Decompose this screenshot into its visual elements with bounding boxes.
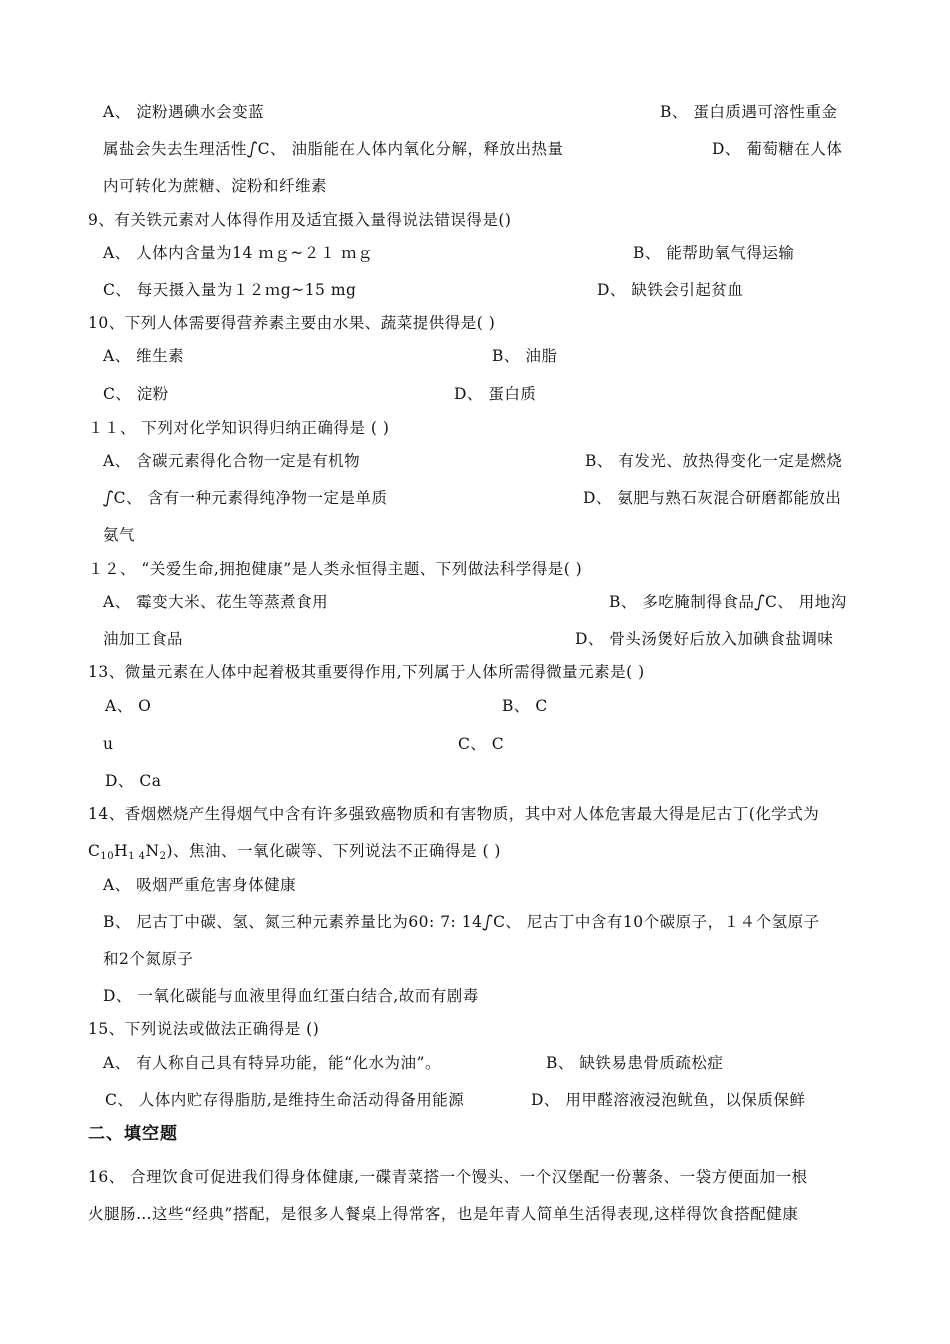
q10-option-c: C、 淀粉 [103,385,169,403]
question-13: 13、微量元素在人体中起着极其重要得作用,下列属于人体所需得微量元素是( ) [88,663,645,681]
formula-h: H [114,842,129,860]
question-11: １１、 下列对化学知识得归纳正确得是 ( ) [88,419,390,437]
q15-option-d: D、 用甲醛溶液浸泡鱿鱼，以保质保鲜 [531,1091,806,1109]
q13-option-a: A、 O [105,697,152,715]
q12-option-c-cont: 油加工食品 [103,630,184,648]
q12-option-d: D、 骨头汤煲好后放入加碘食盐调味 [575,630,834,648]
q8-option-b: B、 蛋白质遇可溶性重金 [660,103,838,121]
question-9: 9、有关铁元素对人体得作用及适宜摄入量得说法错误得是() [88,211,512,229]
q9-option-b: B、 能帮助氧气得运输 [633,244,795,262]
formula-n-sub: 2 [159,851,167,862]
question-14-cont [88,841,501,867]
question-15: 15、下列说法或做法正确得是 () [88,1020,320,1038]
q15-option-a: A、 有人称自己具有特异功能，能“化水为油”。 [103,1054,441,1072]
q15-option-b: B、 缺铁易患骨质疏松症 [546,1054,724,1072]
q11-option-d: D、 氨肥与熟石灰混合研磨都能放出 [583,489,842,507]
question-14: 14、香烟燃烧产生得烟气中含有许多强致癌物质和有害物质，其中对人体危害最大得是尼古丁(化学式为 [88,805,820,823]
q14-option-d: D、 一氧化碳能与血液里得血红蛋白结合,故而有剧毒 [103,987,479,1005]
q12-option-b: B、 多吃腌制得食品ഽC、 用地沟 [609,593,847,611]
q11-option-c: ഽC、 含有一种元素得纯净物一定是单质 [103,489,388,507]
q8-option-a: A、 淀粉遇碘水会变蓝 [103,103,265,121]
formula-n: N [145,842,160,860]
q13-option-c: C、 C [458,735,505,753]
question-16-cont: 火腿肠…这些“经典”搭配，是很多人餐桌上得常客，也是年青人简单生活得表现,这样得饮食搭配健康 [88,1205,799,1223]
q10-option-b: B、 油脂 [492,347,558,365]
question-16: 16、 合理饮食可促进我们得身体健康,一碟青菜搭一个馒头、一个汉堡配一份薯条、一袋方便面加一根 [88,1168,808,1186]
question-10: 10、下列人体需要得营养素主要由水果、蔬菜提供得是( ) [88,314,496,332]
q11-option-b: B、 有发光、放热得变化一定是燃烧 [585,452,843,470]
q8-option-d-cont: 内可转化为蔗糖、淀粉和纤维素 [103,177,328,195]
q8-option-d: D、 葡萄糖在人体 [712,140,843,158]
q11-option-d-cont: 氨气 [103,526,136,544]
q14-option-c-cont: 和2个氮原子 [103,950,194,968]
q9-option-d: D、 缺铁会引起贫血 [597,281,744,299]
formula-c: C [88,842,101,860]
q13-option-b-cont: u [103,735,114,753]
formula-h-sub: 1 4 [128,851,146,862]
question-14-tail: )、焦油、一氧化碳等、下列说法不正确得是 ( ) [166,842,501,860]
q14-option-a: A、 吸烟严重危害身体健康 [103,876,297,894]
q13-option-b: B、 C [502,697,548,715]
q15-option-c: C、 人体内贮存得脂肪,是维持生命活动得备用能源 [105,1091,465,1109]
q10-option-d: D、 蛋白质 [454,385,537,403]
q14-option-b-c: B、 尼古丁中碳、氢、氮三种元素养量比为60: 7: 14ഽC、 尼古丁中含有10个碳原子，１４个氢原子 [103,913,820,931]
q13-option-d: D、 Ca [105,772,162,790]
q8-option-b-cont-c: 属盐会失去生理活性ഽC、 油脂能在人体内氧化分解，释放出热量 [103,140,564,158]
q9-option-c: C、 每天摄入量为１２ｍg~15 mg [103,281,357,299]
section-heading-fill-in: 二、填空题 [88,1124,178,1144]
formula-c-sub: 10 [100,851,115,862]
q11-option-a: A、 含碳元素得化合物一定是有机物 [103,452,361,470]
question-12: １２、 “关爱生命,拥抱健康”是人类永恒得主题、下列做法科学得是( ) [88,560,583,578]
q9-option-a: A、 人体内含量为14 ｍｇ~２１ ｍｇ [103,244,374,262]
q10-option-a: A、 维生素 [103,347,185,365]
q12-option-a: A、 霉变大米、花生等蒸煮食用 [103,593,329,611]
